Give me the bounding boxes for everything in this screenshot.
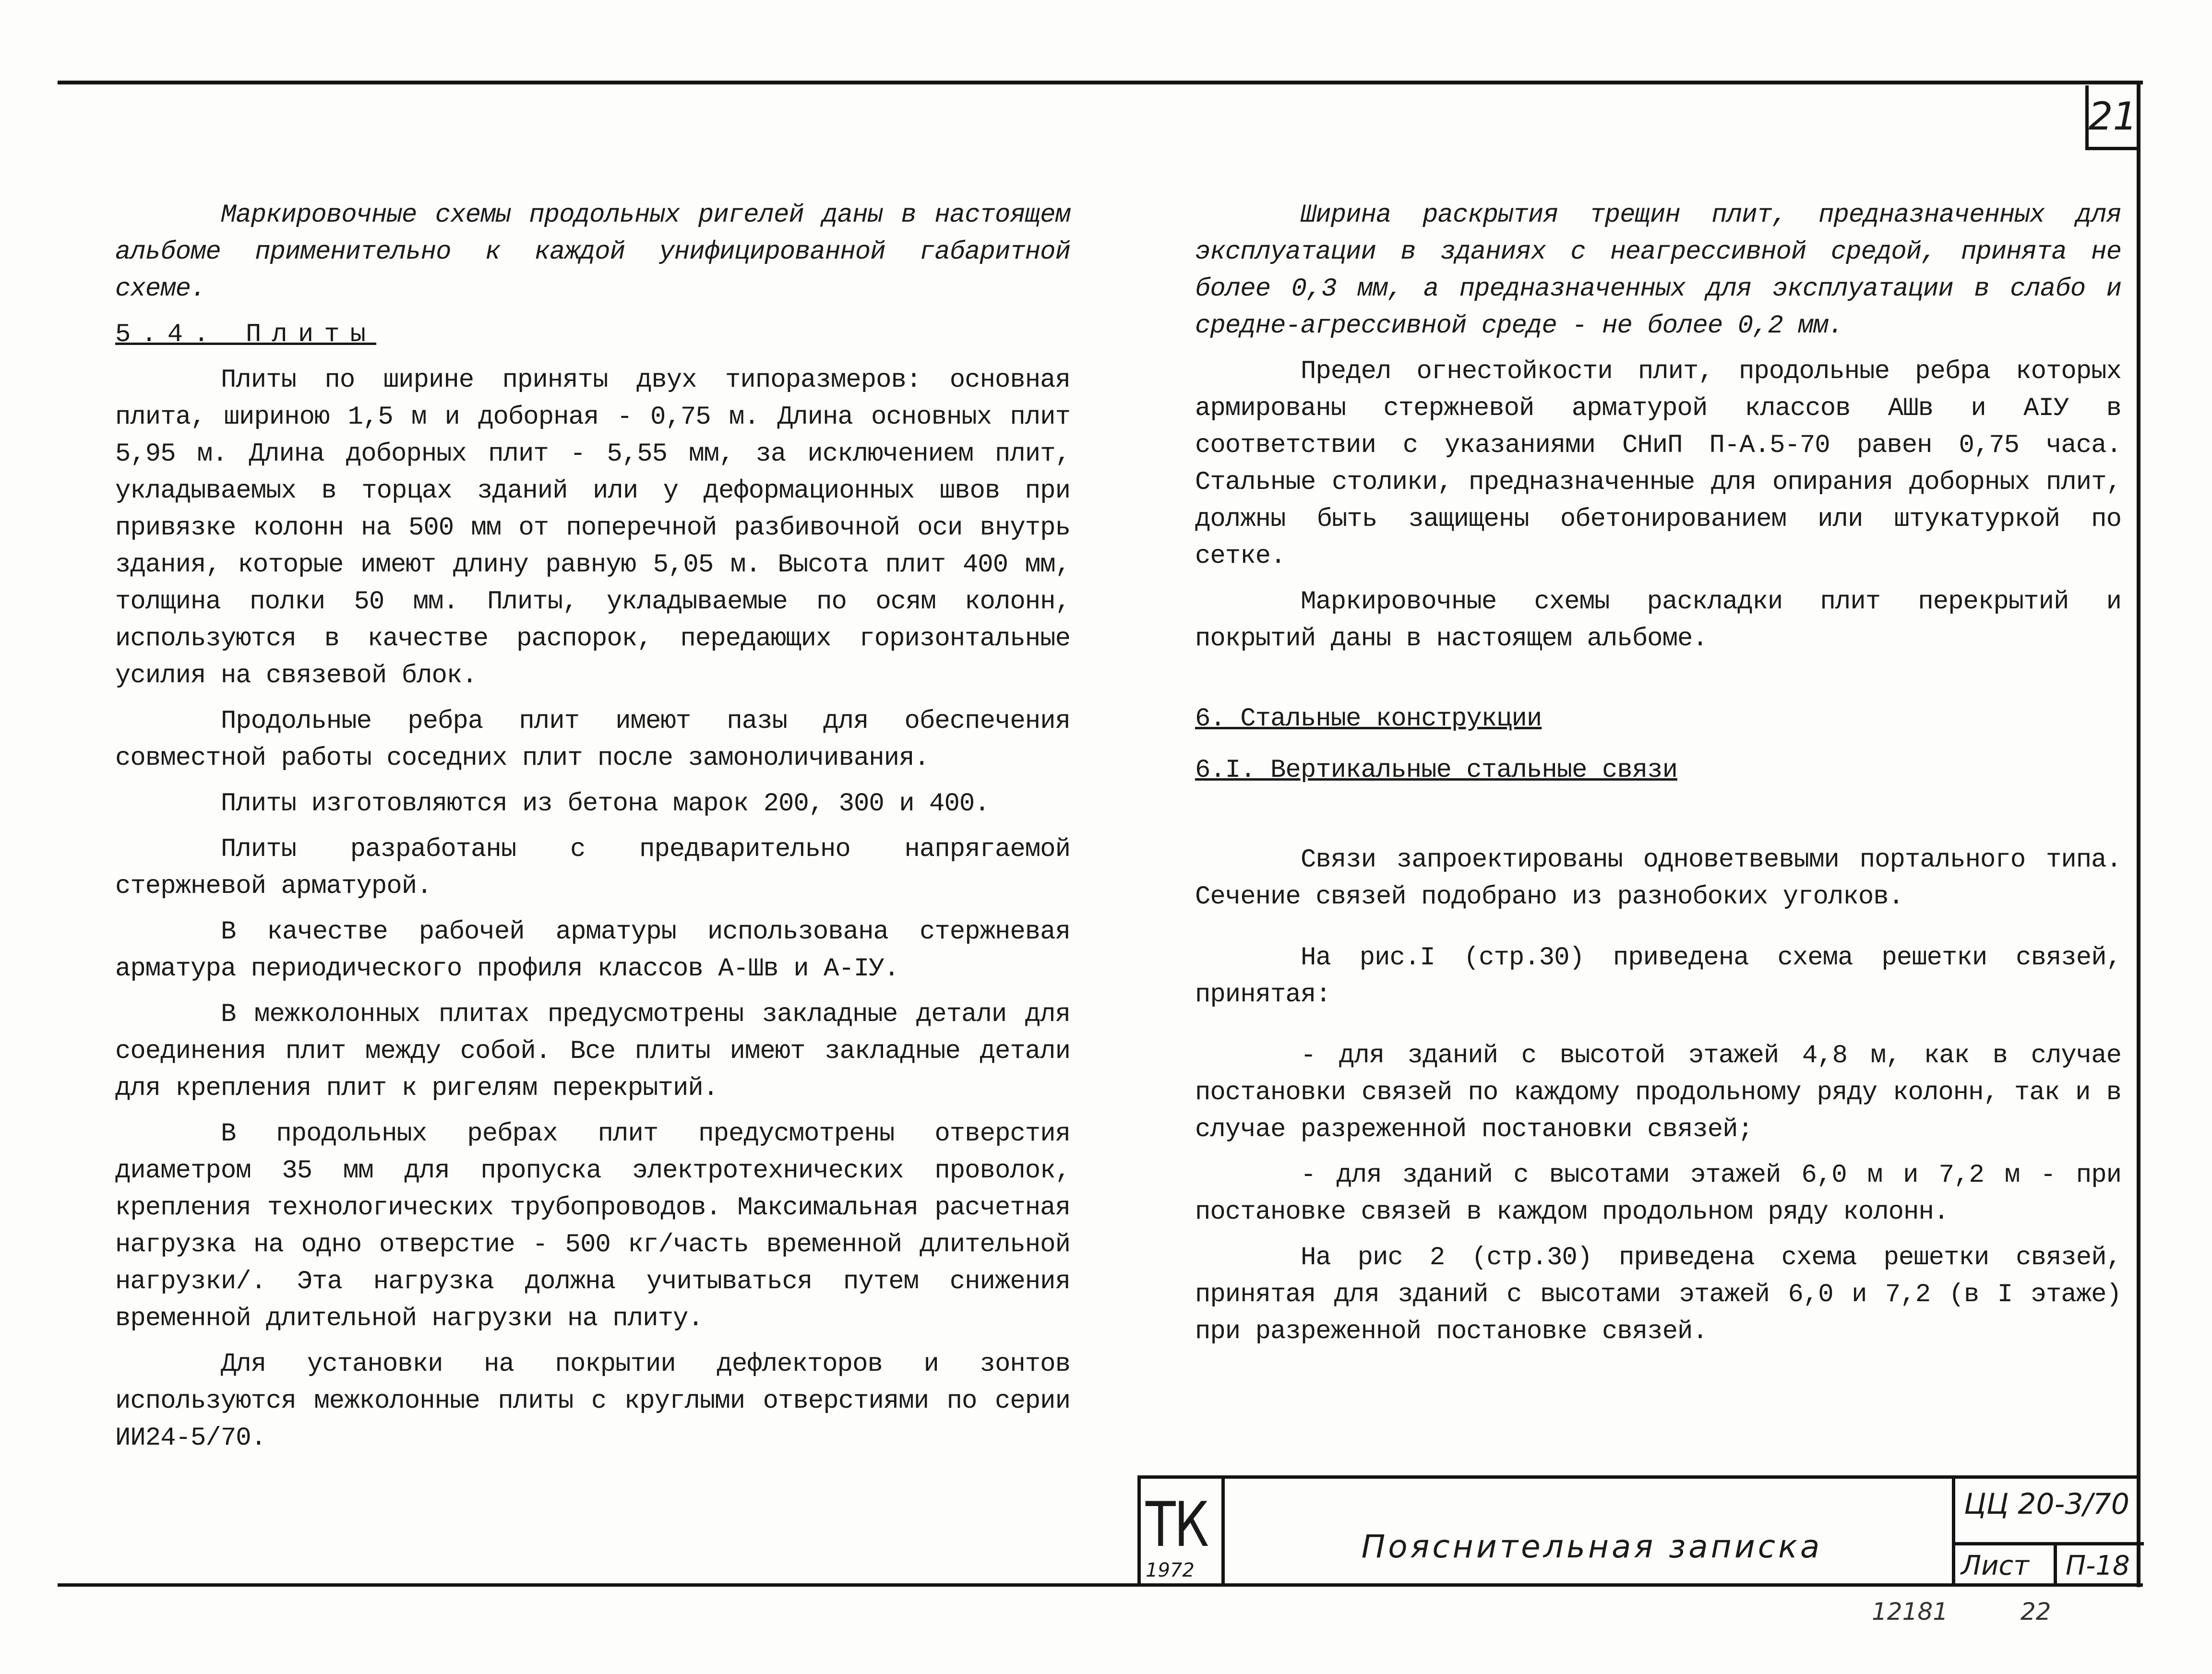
page-number: 21 (2085, 85, 2140, 150)
paragraph: Предел огнестойкости плит, продольные ребра которых армированы стержневой арматурой классов АШв и АIУ в соответствии с указаниями СНиП П-А.5-70 равен 0,75 часа. Стальные столики, предназначенные для опирания доборных плит, должны быть защищены обетонированием или штукатуркой по сетке. (1195, 357, 2121, 571)
paragraph: В качестве рабочей арматуры использована стержневая арматура периодического профиля классов А-Шв и А-IУ. (115, 917, 1070, 984)
logo: ТК (1146, 1489, 1208, 1561)
paragraph: Маркировочные схемы раскладки плит перекрытий и покрытий даны в настоящем альбоме. (1195, 587, 2121, 653)
paragraph: В межколонных плитах предусмотрены закладные детали для соединения плит между собой. Все плиты имеют закладные детали для крепления плит к ригелям перекрытий. (115, 1000, 1070, 1103)
logo-cell (1141, 1479, 1225, 1586)
subsection-heading-bracing: 6.I. Вертикальные стальные связи (1195, 756, 1677, 785)
sheet-number: П-18 (2066, 1550, 2130, 1581)
paragraph: Ширина раскрытия трещин плит, предназначенных для эксплуатации в зданиях с неагрессивной средой, принята не более 0,3 мм, а предназначенных для эксплуатации в слабо и средне-агрессивной среде - не более 0,2 мм. (1195, 201, 2121, 341)
document-code: ЦЦ 20-3/70 (1964, 1487, 2129, 1521)
logo-year: 1972 (1146, 1559, 1195, 1581)
paragraph: Для установки на покрытии дефлекторов и зонтов используются межколонные плиты с круглыми отверстиями по серии ИИ24-5/70. (115, 1350, 1070, 1453)
paragraph: На рис 2 (стр.30) приведена схема решетки связей, принятая для зданий с высотами этажей 6,0 и 7,2 (в I этаже) при разреженной постановке связей. (1195, 1243, 2121, 1346)
paragraph: Продольные ребра плит имеют пазы для обеспечения совместной работы соседних плит после замоноличивания. (115, 707, 1070, 773)
paragraph: На рис.I (стр.30) приведена схема решетки связей, принятая: (1195, 943, 2121, 1009)
sheet-divider (2054, 1545, 2057, 1586)
paragraph: Плиты по ширине приняты двух типоразмеров: основная плита, шириною 1,5 м и доборная - 0,75 м. Длина основных плит 5,95 м. Длина доборных плит - 5,55 мм, за исключением плит, укладываемых в торцах зданий или у деформационных швов при привязке колонн на 500 мм от поперечной разбивочной оси внутрь здания, которые имеют длину равную 5,05 м. Высота плит 400 мм, толщина полки 50 мм. Плиты, укладываемые по осям колонн, используются в качестве распорок, передающих горизонтальные усилия на связевой блок. (115, 366, 1070, 690)
intro-paragraph: Маркировочные схемы продольных ригелей даны в настоящем альбоме применительно к каждой унифицированной габаритной схеме. (115, 201, 1070, 304)
footer-page-number: 22 (2021, 1598, 2051, 1626)
sheet-label: Лист (1961, 1550, 2029, 1581)
paragraph: Связи запроектированы одноветвевыми портального типа. Сечение связей подобрано из разнобоких уголков. (1195, 845, 2121, 912)
paragraph: Плиты разработаны с предварительно напрягаемой стержневой арматурой. (115, 835, 1070, 901)
right-column (1195, 197, 2121, 1359)
title-block (1137, 1475, 2140, 1586)
top-border-line (58, 81, 2143, 84)
list-item: - для зданий с высотами этажей 6,0 м и 7,2 м - при постановке связей в каждом продольном ряду колонн. (1195, 1161, 2121, 1227)
paragraph: В продольных ребрах плит предусмотрены отверстия диаметром 35 мм для пропуска электротехнических проволок, крепления технологических трубопроводов. Максимальная расчетная нагрузка на одно отверстие - 500 кг/часть временной длительной нагрузки/. Эта нагрузка должна учитываться путем снижения временной длительной нагрузки на плиту. (115, 1119, 1070, 1333)
document-code-cell (1952, 1479, 2144, 1586)
paragraph: Плиты изготовляются из бетона марок 200, 300 и 400. (221, 789, 990, 819)
document-title: Пояснительная записка (1361, 1528, 1823, 1565)
right-border-line (2137, 81, 2140, 1587)
footer-inventory-number: 12181 (1872, 1598, 1949, 1626)
sheet-row (1955, 1542, 2144, 1586)
list-item: - для зданий с высотой этажей 4,8 м, как в случае постановки связей по каждому продольному ряду колонн, так и в случае разреженной постановки связей; (1195, 1041, 2121, 1144)
left-column (115, 197, 1070, 1465)
section-heading-plates: 5.4. Плиты (115, 320, 377, 349)
section-heading-steel: 6. Стальные конструкции (1195, 704, 1542, 734)
